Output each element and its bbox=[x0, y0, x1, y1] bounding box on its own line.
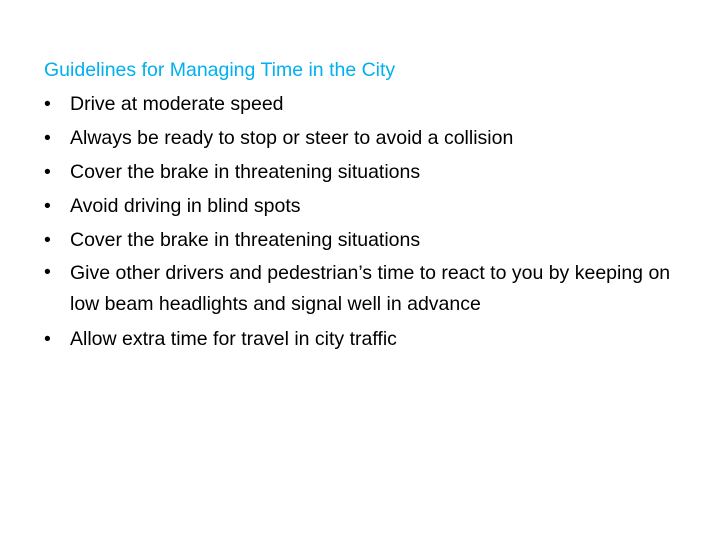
bullet-text: Always be ready to stop or steer to avoid a collision bbox=[70, 127, 514, 149]
bullet-list bbox=[44, 87, 684, 356]
list-item bbox=[44, 155, 684, 189]
list-item bbox=[44, 223, 684, 257]
bullet-text: Give other drivers and pedestrian’s time to react to you by keeping on low beam headlights and signal well in advance bbox=[70, 262, 671, 315]
list-item bbox=[44, 87, 684, 121]
bullet-icon: • bbox=[44, 195, 51, 217]
bullet-text: Cover the brake in threatening situations bbox=[70, 229, 421, 251]
bullet-icon: • bbox=[44, 161, 51, 183]
list-item bbox=[44, 121, 684, 155]
bullet-text: Allow extra time for travel in city traffic bbox=[70, 328, 397, 350]
bullet-text: Avoid driving in blind spots bbox=[70, 195, 301, 217]
slide-title: Guidelines for Managing Time in the City bbox=[44, 59, 396, 81]
bullet-icon: • bbox=[44, 229, 51, 251]
bullet-icon: • bbox=[44, 127, 51, 149]
list-item bbox=[44, 257, 684, 322]
list-item bbox=[44, 189, 684, 223]
bullet-text: Cover the brake in threatening situations bbox=[70, 161, 421, 183]
bullet-icon: • bbox=[44, 328, 51, 350]
bullet-icon: • bbox=[44, 93, 51, 115]
bullet-text: Drive at moderate speed bbox=[70, 93, 284, 115]
bullet-icon: • bbox=[44, 261, 51, 283]
slide-content bbox=[44, 53, 684, 356]
list-item bbox=[44, 322, 684, 356]
